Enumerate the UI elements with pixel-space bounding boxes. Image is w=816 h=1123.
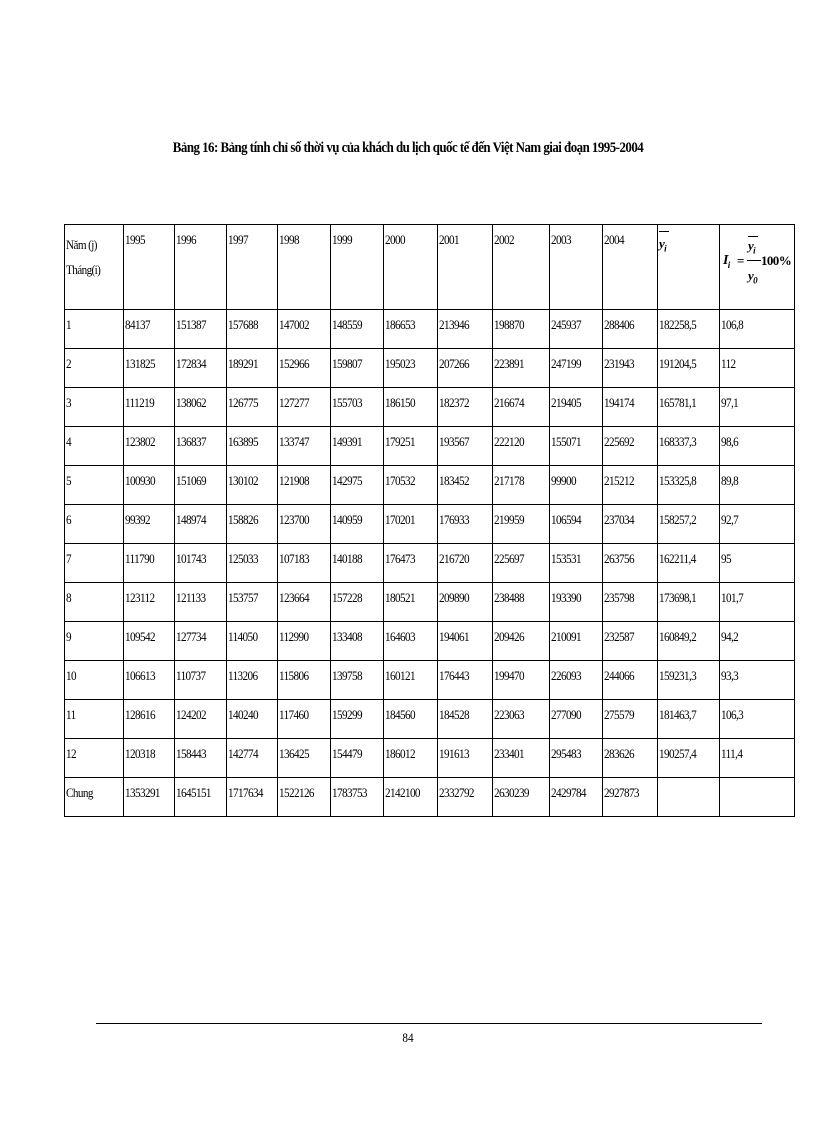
value-cell: 186150: [384, 388, 438, 427]
value-cell: 115806: [278, 661, 331, 700]
year-header: 2001: [438, 225, 493, 310]
value-cell: 231943: [603, 349, 658, 388]
value-cell: 238488: [493, 583, 550, 622]
mean-cell: 159231,3: [658, 661, 720, 700]
month-label: 1: [65, 310, 124, 349]
value-cell: 186012: [384, 739, 438, 778]
value-cell: 100930: [124, 466, 175, 505]
index-cell: 101,7: [720, 583, 795, 622]
value-cell: 235798: [603, 583, 658, 622]
value-cell: 142975: [331, 466, 384, 505]
month-label: 4: [65, 427, 124, 466]
total-value-cell: 2142100: [384, 778, 438, 817]
value-cell: 128616: [124, 700, 175, 739]
year-header: 1995: [124, 225, 175, 310]
value-cell: 217178: [493, 466, 550, 505]
year-header: 1999: [331, 225, 384, 310]
index-cell: 106,8: [720, 310, 795, 349]
value-cell: 207266: [438, 349, 493, 388]
value-cell: 136837: [175, 427, 227, 466]
month-label: 6: [65, 505, 124, 544]
value-cell: 157228: [331, 583, 384, 622]
index-cell: 97,1: [720, 388, 795, 427]
value-cell: 186653: [384, 310, 438, 349]
value-cell: 199470: [493, 661, 550, 700]
month-label: 9: [65, 622, 124, 661]
value-cell: 110737: [175, 661, 227, 700]
mean-cell: 173698,1: [658, 583, 720, 622]
footer-divider: [96, 1023, 762, 1024]
value-cell: 176933: [438, 505, 493, 544]
value-cell: 189291: [227, 349, 278, 388]
value-cell: 117460: [278, 700, 331, 739]
value-cell: 138062: [175, 388, 227, 427]
value-cell: 275579: [603, 700, 658, 739]
value-cell: 112990: [278, 622, 331, 661]
value-cell: 142774: [227, 739, 278, 778]
value-cell: 147002: [278, 310, 331, 349]
table-row: [65, 505, 795, 544]
value-cell: 216674: [493, 388, 550, 427]
value-cell: 237034: [603, 505, 658, 544]
value-cell: 155703: [331, 388, 384, 427]
table-row: [65, 544, 795, 583]
mean-cell: 190257,4: [658, 739, 720, 778]
month-label: 12: [65, 739, 124, 778]
total-value-cell: 2429784: [550, 778, 603, 817]
table-row: [65, 661, 795, 700]
value-cell: 152966: [278, 349, 331, 388]
value-cell: 106613: [124, 661, 175, 700]
year-header: 1998: [278, 225, 331, 310]
value-cell: 184560: [384, 700, 438, 739]
value-cell: 124202: [175, 700, 227, 739]
value-cell: 225692: [603, 427, 658, 466]
total-value-cell: 1522126: [278, 778, 331, 817]
value-cell: 191613: [438, 739, 493, 778]
seasonal-index-formula: $I_i$ = $y_i$ $y_0$ 100%: [723, 238, 792, 286]
value-cell: 127277: [278, 388, 331, 427]
value-cell: 123802: [124, 427, 175, 466]
mean-cell: 165781,1: [658, 388, 720, 427]
total-value-cell: 1353291: [124, 778, 175, 817]
value-cell: 148559: [331, 310, 384, 349]
value-cell: 133747: [278, 427, 331, 466]
mean-header: [658, 225, 720, 310]
value-cell: 99900: [550, 466, 603, 505]
value-cell: 123700: [278, 505, 331, 544]
table-row: [65, 427, 795, 466]
table-row: [65, 310, 795, 349]
value-cell: 151069: [175, 466, 227, 505]
value-cell: 283626: [603, 739, 658, 778]
year-header: 1996: [175, 225, 227, 310]
value-cell: 84137: [124, 310, 175, 349]
value-cell: 198870: [493, 310, 550, 349]
value-cell: 159299: [331, 700, 384, 739]
value-cell: 194061: [438, 622, 493, 661]
value-cell: 245937: [550, 310, 603, 349]
value-cell: 225697: [493, 544, 550, 583]
value-cell: 139758: [331, 661, 384, 700]
month-axis-label: Tháng(i): [66, 261, 101, 277]
total-row: [65, 778, 795, 817]
value-cell: 193390: [550, 583, 603, 622]
value-cell: 219405: [550, 388, 603, 427]
header-row: [65, 225, 795, 310]
value-cell: 164603: [384, 622, 438, 661]
table-row: [65, 700, 795, 739]
value-cell: 172834: [175, 349, 227, 388]
value-cell: 121908: [278, 466, 331, 505]
mean-cell: 182258,5: [658, 310, 720, 349]
month-label: 5: [65, 466, 124, 505]
total-value-cell: 2927873: [603, 778, 658, 817]
index-cell: 111,4: [720, 739, 795, 778]
month-label: 7: [65, 544, 124, 583]
value-cell: 151387: [175, 310, 227, 349]
value-cell: 160121: [384, 661, 438, 700]
value-cell: 223891: [493, 349, 550, 388]
value-cell: 263756: [603, 544, 658, 583]
month-label: 11: [65, 700, 124, 739]
value-cell: 148974: [175, 505, 227, 544]
value-cell: 140959: [331, 505, 384, 544]
year-header: 2003: [550, 225, 603, 310]
year-axis-label: Năm (j): [66, 237, 97, 252]
value-cell: 159807: [331, 349, 384, 388]
value-cell: 126775: [227, 388, 278, 427]
table-row: [65, 466, 795, 505]
value-cell: 153757: [227, 583, 278, 622]
value-cell: 219959: [493, 505, 550, 544]
value-cell: 136425: [278, 739, 331, 778]
table-row: [65, 622, 795, 661]
mean-cell: 162211,4: [658, 544, 720, 583]
value-cell: 121133: [175, 583, 227, 622]
value-cell: 163895: [227, 427, 278, 466]
mean-cell: 191204,5: [658, 349, 720, 388]
value-cell: 107183: [278, 544, 331, 583]
value-cell: 157688: [227, 310, 278, 349]
value-cell: 195023: [384, 349, 438, 388]
value-cell: 101743: [175, 544, 227, 583]
value-cell: 244066: [603, 661, 658, 700]
index-cell: 92,7: [720, 505, 795, 544]
table-row: [65, 583, 795, 622]
value-cell: 154479: [331, 739, 384, 778]
index-cell: 95: [720, 544, 795, 583]
value-cell: 180521: [384, 583, 438, 622]
value-cell: 120318: [124, 739, 175, 778]
value-cell: 226093: [550, 661, 603, 700]
value-cell: 131825: [124, 349, 175, 388]
value-cell: 295483: [550, 739, 603, 778]
mean-symbol: $y_i$: [659, 225, 666, 254]
table-row: [65, 349, 795, 388]
value-cell: 193567: [438, 427, 493, 466]
value-cell: 127734: [175, 622, 227, 661]
value-cell: 182372: [438, 388, 493, 427]
value-cell: 210091: [550, 622, 603, 661]
month-label: 3: [65, 388, 124, 427]
mean-cell: 168337,3: [658, 427, 720, 466]
value-cell: 179251: [384, 427, 438, 466]
value-cell: 113206: [227, 661, 278, 700]
value-cell: 176473: [384, 544, 438, 583]
total-value-cell: 1783753: [331, 778, 384, 817]
value-cell: 106594: [550, 505, 603, 544]
mean-cell: 158257,2: [658, 505, 720, 544]
value-cell: 194174: [603, 388, 658, 427]
total-value-cell: 1645151: [175, 778, 227, 817]
value-cell: 111219: [124, 388, 175, 427]
index-cell: 89,8: [720, 466, 795, 505]
mean-cell: 181463,7: [658, 700, 720, 739]
total-value-cell: 2630239: [493, 778, 550, 817]
value-cell: 170201: [384, 505, 438, 544]
total-value-cell: 1717634: [227, 778, 278, 817]
index-cell: 112: [720, 349, 795, 388]
index-cell: 106,3: [720, 700, 795, 739]
year-header: 1997: [227, 225, 278, 310]
value-cell: 109542: [124, 622, 175, 661]
mean-cell: 160849,2: [658, 622, 720, 661]
value-cell: 158826: [227, 505, 278, 544]
value-cell: 222120: [493, 427, 550, 466]
value-cell: 153531: [550, 544, 603, 583]
index-cell: 93,3: [720, 661, 795, 700]
value-cell: 213946: [438, 310, 493, 349]
total-label: Chung: [65, 778, 124, 817]
value-cell: 149391: [331, 427, 384, 466]
value-cell: 223063: [493, 700, 550, 739]
total-value-cell: 2332792: [438, 778, 493, 817]
page-number: 84: [402, 1030, 414, 1045]
month-label: 10: [65, 661, 124, 700]
value-cell: 216720: [438, 544, 493, 583]
mean-cell: [658, 778, 720, 817]
value-cell: 125033: [227, 544, 278, 583]
year-header: 2002: [493, 225, 550, 310]
value-cell: 209890: [438, 583, 493, 622]
value-cell: 209426: [493, 622, 550, 661]
table-row: [65, 739, 795, 778]
value-cell: 215212: [603, 466, 658, 505]
value-cell: 183452: [438, 466, 493, 505]
index-header: [720, 225, 795, 310]
value-cell: 232587: [603, 622, 658, 661]
value-cell: 184528: [438, 700, 493, 739]
value-cell: 288406: [603, 310, 658, 349]
table-title: Bảng 16: Bảng tính chỉ số thời vụ của khách du lịch quốc tế đến Việt Nam giai đoạn 1995-2004: [172, 140, 644, 156]
year-header: 2004: [603, 225, 658, 310]
value-cell: 247199: [550, 349, 603, 388]
value-cell: 111790: [124, 544, 175, 583]
mean-cell: 153325,8: [658, 466, 720, 505]
value-cell: 123664: [278, 583, 331, 622]
value-cell: 233401: [493, 739, 550, 778]
corner-header: [65, 225, 124, 310]
value-cell: 130102: [227, 466, 278, 505]
seasonal-index-table: [64, 224, 795, 817]
index-cell: 94,2: [720, 622, 795, 661]
value-cell: 140240: [227, 700, 278, 739]
value-cell: 140188: [331, 544, 384, 583]
month-label: 8: [65, 583, 124, 622]
value-cell: 114050: [227, 622, 278, 661]
value-cell: 277090: [550, 700, 603, 739]
value-cell: 158443: [175, 739, 227, 778]
value-cell: 176443: [438, 661, 493, 700]
value-cell: 99392: [124, 505, 175, 544]
value-cell: 123112: [124, 583, 175, 622]
table-row: [65, 388, 795, 427]
year-header: 2000: [384, 225, 438, 310]
month-label: 2: [65, 349, 124, 388]
value-cell: 133408: [331, 622, 384, 661]
value-cell: 155071: [550, 427, 603, 466]
value-cell: 170532: [384, 466, 438, 505]
index-cell: [720, 778, 795, 817]
index-cell: 98,6: [720, 427, 795, 466]
